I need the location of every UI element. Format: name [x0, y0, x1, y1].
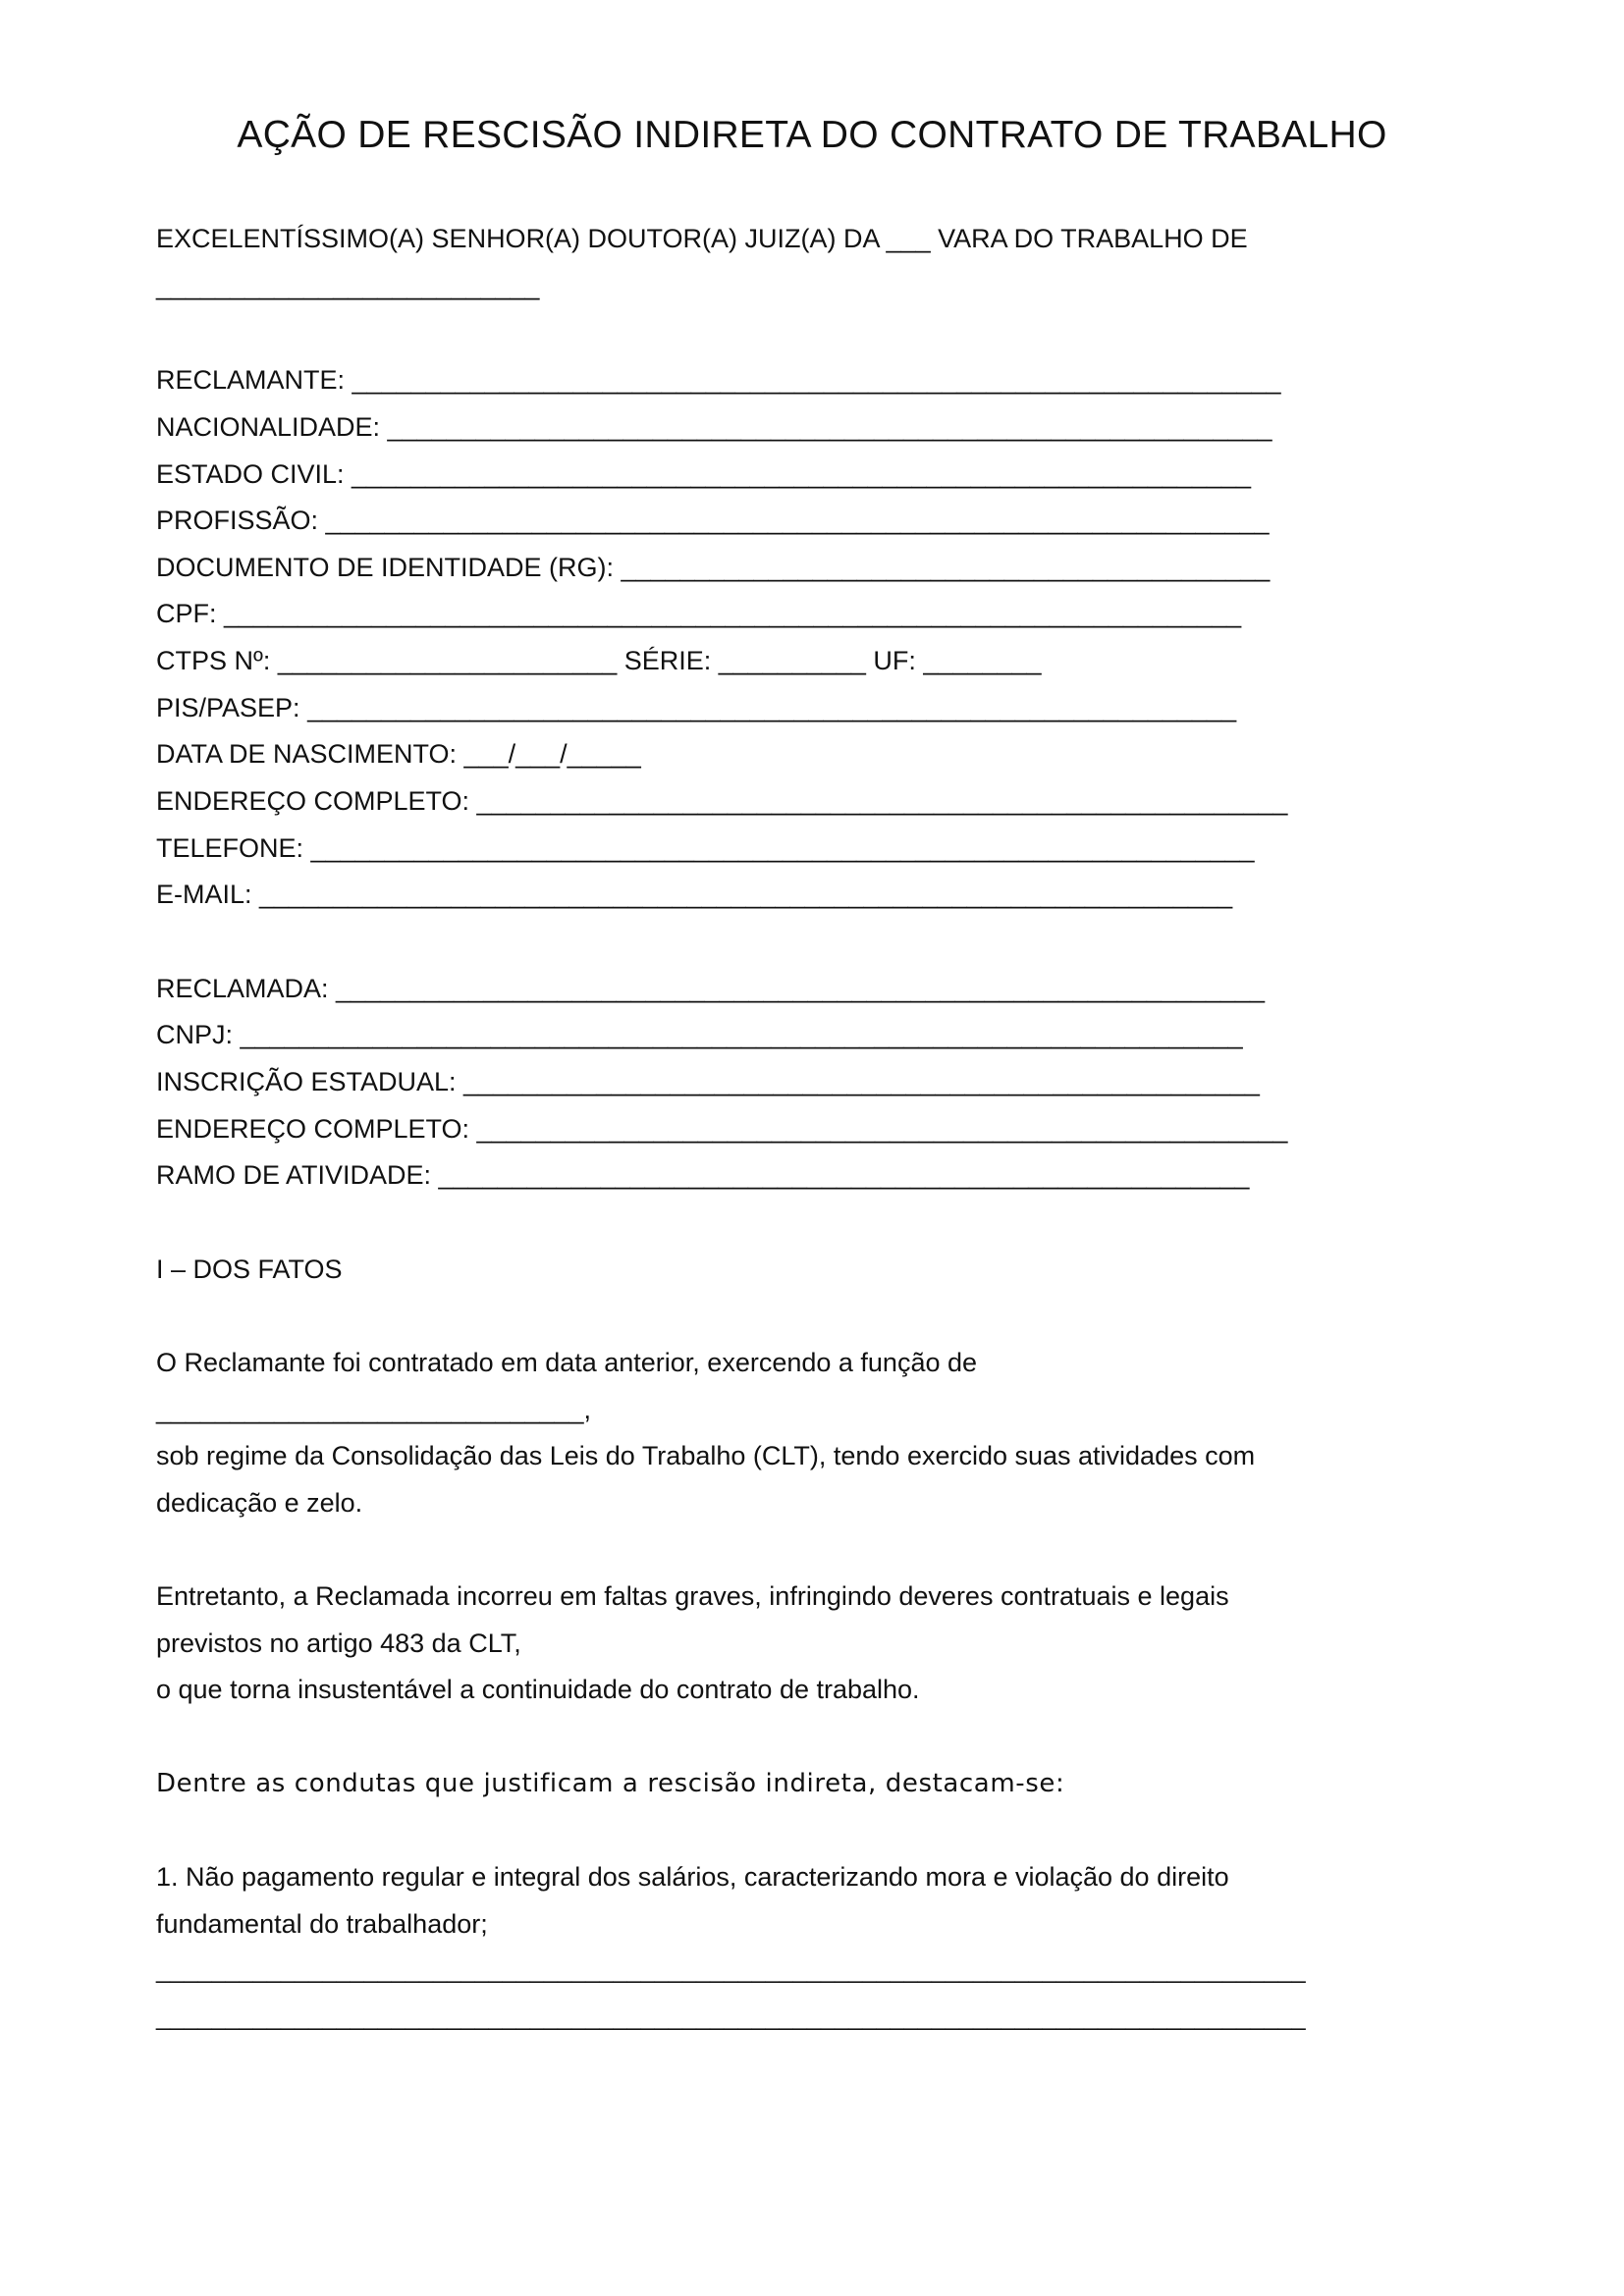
paragraph-1-line-1: O Reclamante foi contratado em data anterior, exercendo a função de [156, 1348, 978, 1377]
field-ctps: CTPS Nº: _______________________ SÉRIE: __________ UF: ________ [156, 646, 1042, 675]
field-inscricao-estadual: INSCRIÇÃO ESTADUAL: ______________________________________________________ [156, 1067, 1260, 1096]
field-pis-pasep: PIS/PASEP: _______________________________________________________________ [156, 693, 1237, 722]
item-1-line-2: fundamental do trabalhador; [156, 1909, 488, 1939]
paragraph-1-line-4: dedicação e zelo. [156, 1488, 363, 1518]
paragraph-3: Dentre as condutas que justificam a rescisão indireta, destacam-se: [156, 1769, 1065, 1798]
paragraph-2-line-3: o que torna insustentável a continuidade do contrato de trabalho. [156, 1675, 920, 1704]
paragraph-1-line-2: _____________________________, [156, 1395, 591, 1424]
blank-line-2: ___________________________________________________________________________________ [156, 2003, 1306, 2031]
field-profissao: PROFISSÃO: ________________________________________________________________ [156, 506, 1270, 535]
addressee-line-2: __________________________ [156, 271, 540, 300]
field-reclamada: RECLAMADA: _______________________________________________________________ [156, 974, 1266, 1003]
field-rg: DOCUMENTO DE IDENTIDADE (RG): ____________________________________________ [156, 553, 1271, 582]
field-email: E-MAIL: __________________________________________________________________ [156, 880, 1233, 909]
field-estado-civil: ESTADO CIVIL: _____________________________________________________________ [156, 459, 1252, 489]
blank-line-1: ___________________________________________________________________________________ [156, 1956, 1306, 1984]
field-reclamante: RECLAMANTE: _______________________________________________________________ [156, 365, 1281, 395]
field-nacionalidade: NACIONALIDADE: ____________________________________________________________ [156, 412, 1272, 442]
paragraph-1-line-3: sob regime da Consolidação das Leis do Trabalho (CLT), tendo exercido suas atividades com [156, 1441, 1256, 1470]
field-endereco-reclamada: ENDEREÇO COMPLETO: _______________________________________________________ [156, 1114, 1288, 1144]
field-cpf: CPF: _____________________________________________________________________ [156, 599, 1242, 628]
field-telefone: TELEFONE: ________________________________________________________________ [156, 833, 1255, 863]
paragraph-2-line-1: Entretanto, a Reclamada incorreu em faltas graves, infringindo deveres contratuais e legais [156, 1581, 1229, 1611]
item-1-line-1: 1. Não pagamento regular e integral dos salários, caracterizando mora e violação do direito [156, 1862, 1229, 1892]
field-data-nascimento: DATA DE NASCIMENTO: ___/___/_____ [156, 739, 641, 769]
addressee-line-1: EXCELENTÍSSIMO(A) SENHOR(A) DOUTOR(A) JUIZ(A) DA ___ VARA DO TRABALHO DE [156, 224, 1248, 253]
field-cnpj: CNPJ: ____________________________________________________________________ [156, 1020, 1243, 1049]
section-heading: I – DOS FATOS [156, 1255, 343, 1284]
field-endereco-reclamante: ENDEREÇO COMPLETO: _______________________________________________________ [156, 786, 1288, 816]
document-title: AÇÃO DE RESCISÃO INDIRETA DO CONTRATO DE TRABALHO [237, 114, 1387, 156]
field-ramo-atividade: RAMO DE ATIVIDADE: _______________________________________________________ [156, 1160, 1250, 1190]
paragraph-2-line-2: previstos no artigo 483 da CLT, [156, 1629, 521, 1658]
